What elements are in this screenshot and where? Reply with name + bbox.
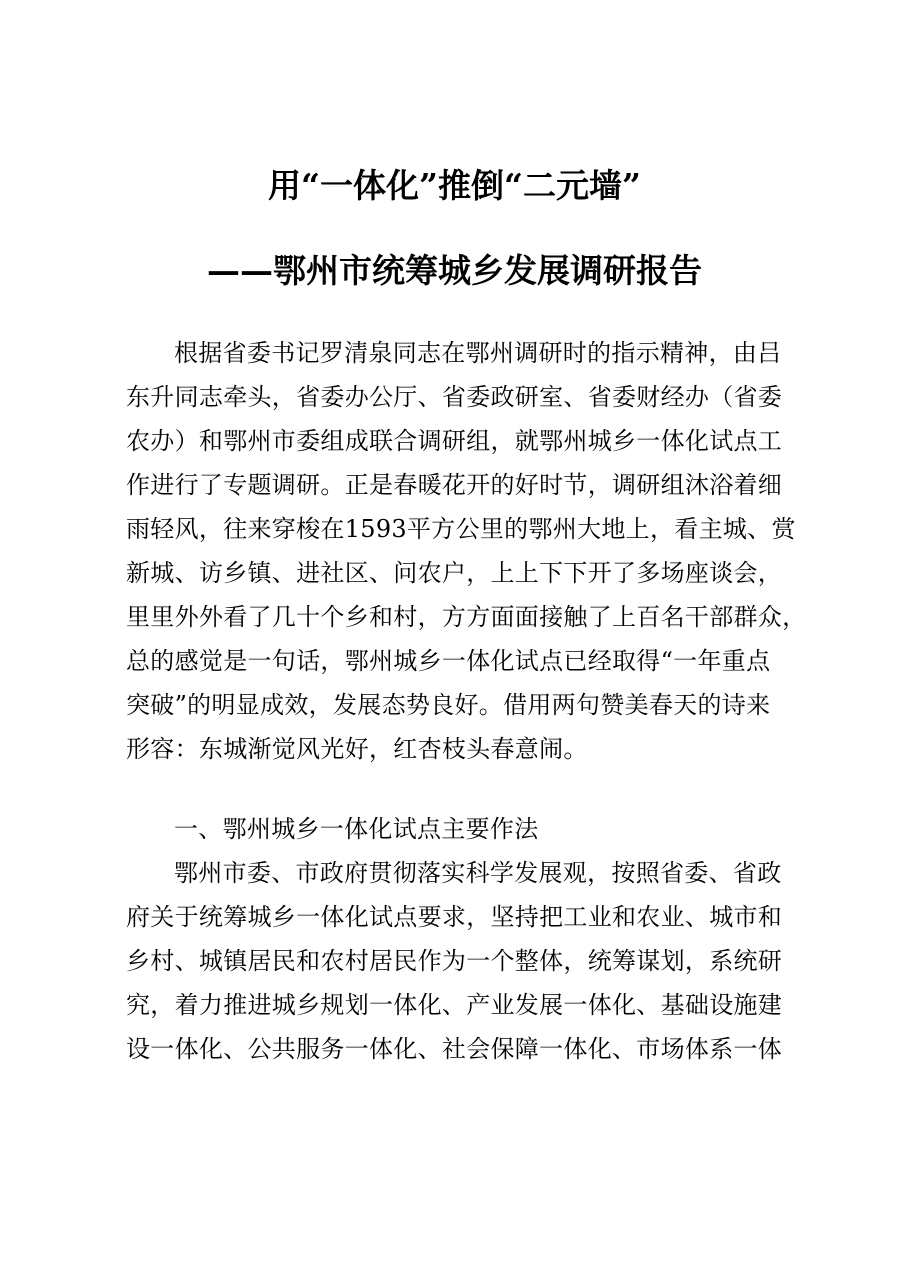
paragraph-line: 设一体化、公共服务一体化、社会保障一体化、市场体系一体	[126, 1035, 783, 1063]
paragraph-line: 形容：东城渐觉风光好，红杏枝头春意闹。	[126, 735, 588, 763]
section-heading-1	[126, 807, 816, 851]
paragraph-line: 总的感觉是一句话，鄂州城乡一体化试点已经取得“一年重点	[126, 647, 771, 675]
document-title: 用“一体化”推倒“二元墙”	[268, 166, 641, 205]
paragraph-line: 突破”的明显成效，发展态势良好。借用两句赞美春天的诗来	[126, 691, 771, 719]
document-subtitle: ——鄂州市统筹城乡发展调研报告	[207, 251, 702, 290]
paragraph-line: 乡村、城镇居民和农村居民作为一个整体，统筹谋划，系统研	[126, 947, 783, 975]
paragraph-line: 农办）和鄂州市委组成联合调研组，就鄂州城乡一体化试点工	[126, 427, 783, 455]
paragraph-line: 雨轻风，往来穿梭在1593平方公里的鄂州大地上，看主城、赏	[126, 515, 796, 543]
section-heading-text: 一、鄂州城乡一体化试点主要作法	[174, 815, 539, 843]
paragraph-line: 根据省委书记罗清泉同志在鄂州调研时的指示精神，由吕	[174, 339, 782, 367]
paragraph-line: 里里外外看了几十个乡和村，方方面面接触了上百名干部群众，	[126, 603, 807, 631]
paragraph-2	[126, 851, 816, 1071]
paragraph-line: 府关于统筹城乡一体化试点要求，坚持把工业和农业、城市和	[126, 903, 783, 931]
paragraph-line: 鄂州市委、市政府贯彻落实科学发展观，按照省委、省政	[174, 859, 782, 887]
paragraph-line: 究，着力推进城乡规划一体化、产业发展一体化、基础设施建	[126, 991, 783, 1019]
paragraph-line: 作进行了专题调研。正是春暖花开的好时节，调研组沐浴着细	[126, 471, 783, 499]
paragraph-line: 东升同志牵头，省委办公厅、省委政研室、省委财经办（省委	[126, 383, 783, 411]
paragraph-line: 新城、访乡镇、进社区、问农户，上上下下开了多场座谈会，	[126, 559, 783, 587]
paragraph-1	[126, 331, 816, 771]
